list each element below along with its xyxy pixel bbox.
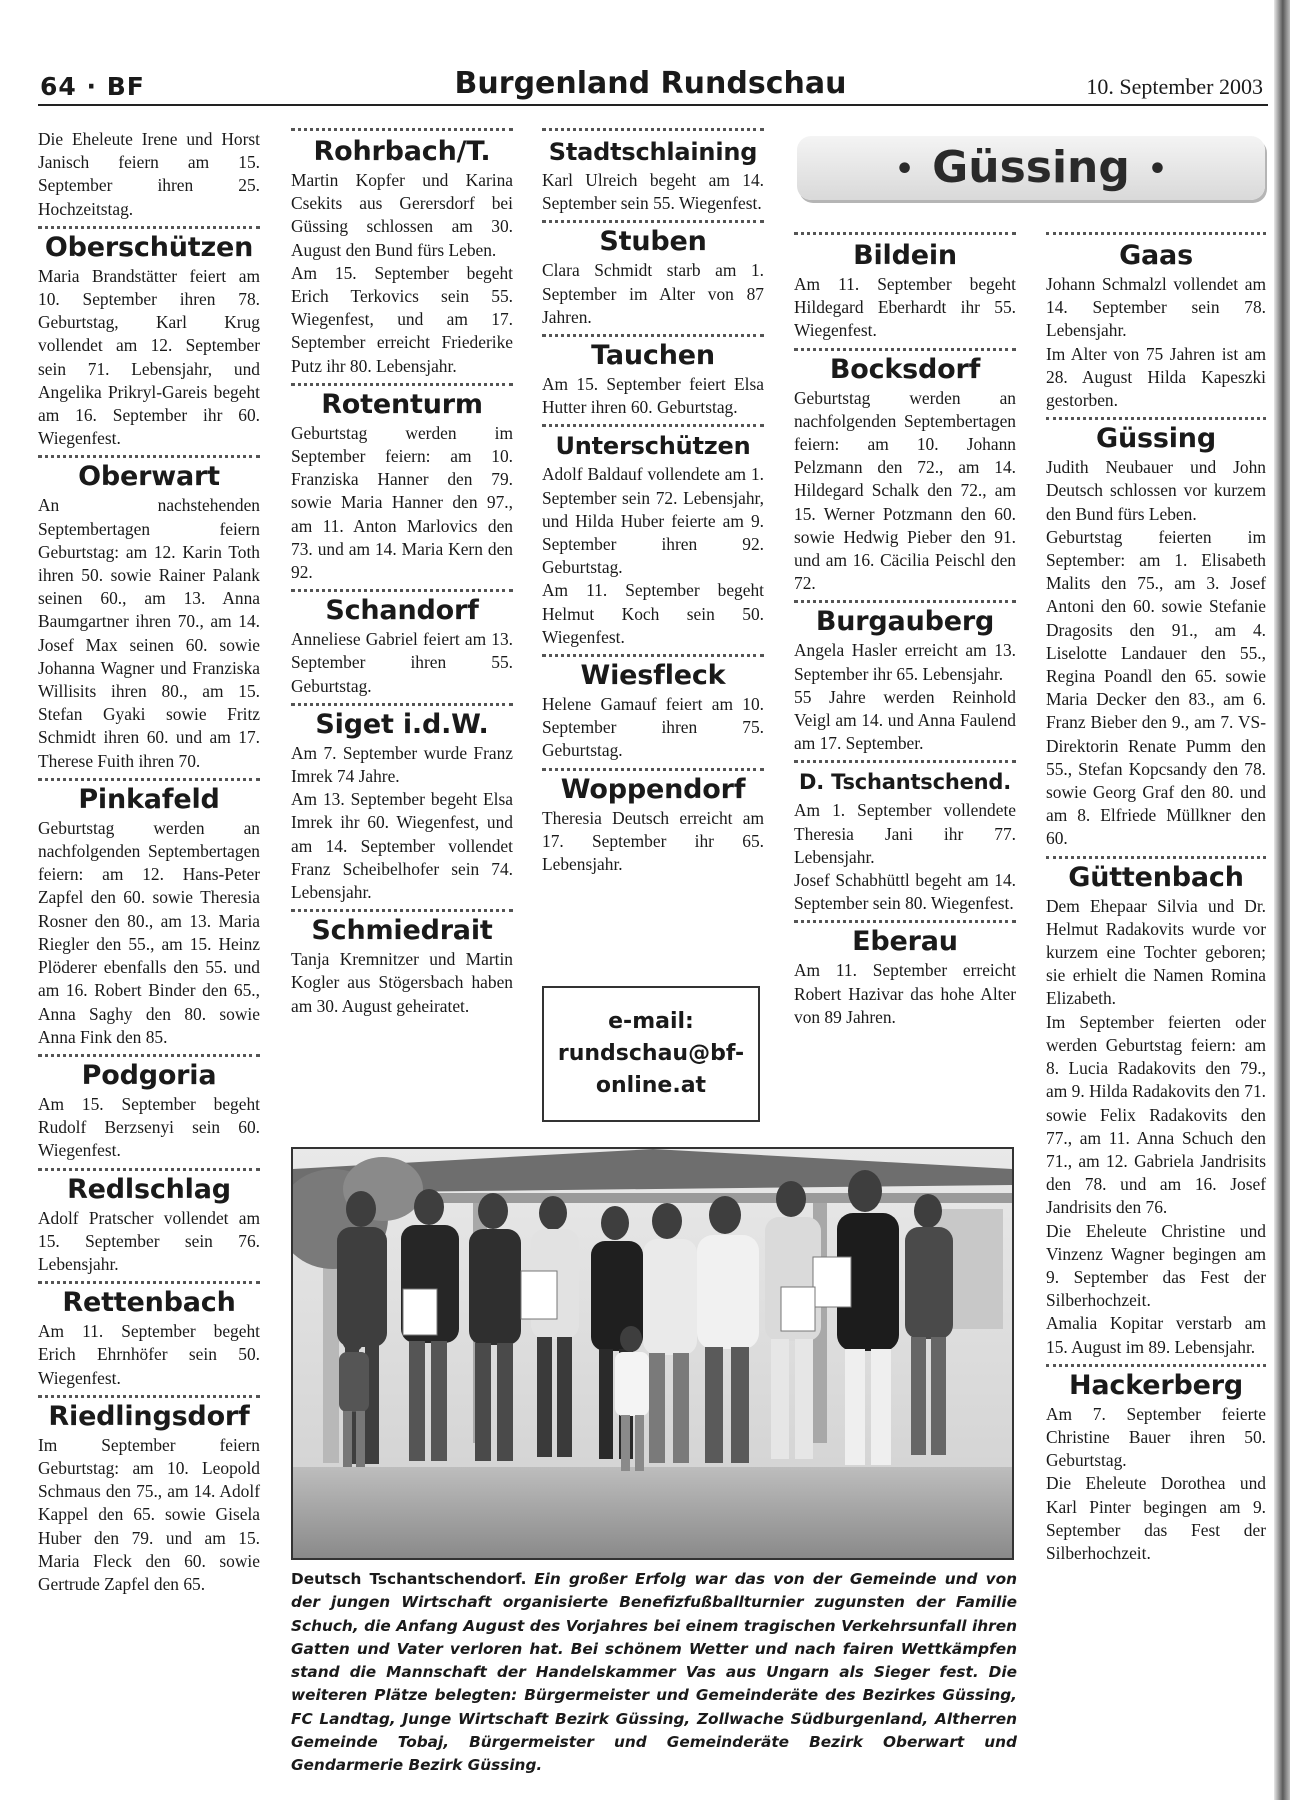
page-edge-shadow — [1274, 0, 1290, 1800]
caption-text: Ein großer Erfolg war das von der Gemeinde und von der jungen Wirtschaft organisierte Benefizfußballturnier zugunsten der Familie Schuch, die Anfang August des Vorjahres bei einem tragischen Verkehrsunfall ihren Gatten und Vater verloren hat. Bei schönem Wetter und nach fairen Wettkämpfen stand die Mannschaft der Handelskammer Vas aus Ungarn als Sieger fest. Die weiteren Plätze belegten: Bürgermeister und Gemeinderäte des Bezirkes Güssing, FC Landtag, Junge Wirtschaft Bezirk Güssing, Zollwache Südburgenland, Altherren Gemeinde Tobaj, Bürgermeister und Gemeinderäte Bezirk Oberwart und Gendarmerie Bezirk Güssing. — [291, 1570, 1017, 1775]
article-text: Geburtstag feierten im September: am 1. Elisabeth Malits den 75., am 3. Josef Antoni den 60. sowie Stefanie Dragosits den 91., am 4. Liselotte Landauer den 55., Regina Poandl den 65. sowie Maria Decker den 83., am 6. Franz Bieber den 9., am 7. VS-Direktorin Renate Pumm den 55., Stefan Kopcsandy den 78. sowie Georg Graf den 80. und am 8. Elfriede Müllkner den 60. — [1046, 526, 1266, 849]
section-heading: Burgauberg — [815, 606, 995, 638]
column-1 — [38, 128, 260, 1596]
article-text: Geburtstag werden im September feiern: am 10. Franziska Hanner den 79. sowie Maria Hanner den 97., am 11. Anton Marlovics den 73. und am 14. Maria Kern den 92. — [291, 422, 513, 583]
section-heading: Wiesfleck — [580, 660, 726, 692]
newspaper-title: Burgenland Rundschau — [454, 66, 847, 101]
article-text: Josef Schabhüttl begeht am 14. September sein 80. Wiegenfest. — [794, 870, 1016, 914]
bullet-icon: • — [1147, 152, 1168, 187]
dotted-divider — [1046, 856, 1266, 859]
section-heading: Redlschlag — [67, 1173, 231, 1205]
group-photo-illustration — [293, 1149, 1012, 1558]
article-text: Im Alter von 75 Jahren ist am 28. August Hilda Kapeszki gestorben. — [1046, 343, 1266, 411]
section-heading: Tauchen — [591, 340, 715, 372]
article-text: Am 15. September begeht Erich Terkovics sein 55. Wiegenfest, und am 17. September erreicht Friederike Putz ihr 80. Lebensjahr. — [291, 262, 513, 376]
column-4 — [794, 232, 1016, 1029]
region-banner — [797, 136, 1265, 200]
article-text: Am 11. September erreicht Robert Hazivar das hohe Alter von 89 Jahren. — [794, 960, 1016, 1027]
article-text: An nachstehenden Septembertagen feiern Geburtstag: am 12. Karin Toth ihren 50. sowie Rainer Palank seinen 60., am 13. Anna Baumgartner ihren 70., am 14. Josef Max seinen 60. sowie Johanna Wagner und Franziska Willisits ihren 80., am 15. Stefan Gyaki sowie Fritz Schmidt ihren 60. und am 17. Therese Fuith ihren 70. — [38, 495, 260, 771]
article-text: Am 15. September begeht Rudolf Berzsenyi sein 60. Wiegenfest. — [38, 1093, 260, 1161]
dotted-divider — [38, 778, 260, 781]
section-heading: Gaas — [1119, 240, 1193, 271]
article-text: Am 7. September wurde Franz Imrek 74 Jahre. — [291, 742, 513, 787]
dotted-divider — [291, 383, 513, 386]
page-header — [38, 64, 1263, 106]
dotted-divider — [38, 226, 260, 229]
dotted-divider — [542, 424, 764, 427]
column-3 — [542, 128, 764, 876]
article-text: Am 13. September begeht Elsa Imrek ihr 60. Wiegenfest, und am 14. September vollendet Franz Scheibelhofer sein 74. Lebensjahr. — [291, 789, 513, 903]
column-2 — [291, 128, 513, 1018]
section-heading: Schandorf — [325, 595, 479, 627]
article-text: Johann Schmalzl vollendet am 14. September sein 78. Lebensjahr. — [1046, 274, 1266, 341]
dotted-divider — [1046, 1364, 1266, 1367]
section-heading: Rohrbach/T. — [313, 136, 491, 167]
dotted-divider — [794, 348, 1016, 351]
dotted-divider — [542, 220, 764, 223]
dotted-divider — [291, 589, 513, 592]
column-5 — [1046, 232, 1266, 1565]
dotted-divider — [542, 654, 764, 657]
dotted-divider — [794, 600, 1016, 603]
dotted-divider — [38, 1395, 260, 1398]
dotted-divider — [1046, 232, 1266, 235]
dotted-divider — [794, 760, 1016, 763]
article-text: Adolf Baldauf vollendete am 1. September sein 72. Lebensjahr, und Hilda Huber feierte am 9. September ihren 92. Geburtstag. — [542, 464, 764, 578]
article-text: Helene Gamauf feiert am 10. September ihren 75. Geburtstag. — [542, 694, 764, 761]
article-text: Judith Neubauer und John Deutsch schlossen vor kurzem den Bund fürs Leben. — [1046, 457, 1266, 524]
section-heading: Riedlingsdorf — [48, 1400, 250, 1432]
section-heading: Bildein — [853, 240, 957, 271]
section-heading: Siget i.d.W. — [315, 708, 489, 740]
section-heading: Oberschützen — [44, 231, 254, 263]
article-text: Im September feierten oder werden Geburtstag feiern: am 8. Lucia Radakovits den 79., am 9. Hilda Radakovits den 71. sowie Felix Radakovits den 77., am 11. Anna Schuch den 71., am 12. Gabriela Jandrisits den 78. und am 16. Josef Jandrisits den 76. — [1046, 1011, 1266, 1218]
article-text: Amalia Kopitar verstarb am 15. August im 89. Lebensjahr. — [1046, 1313, 1266, 1357]
article-text: Geburtstag werden an nachfolgenden Septembertagen feiern: am 10. Johann Pelzmann den 72., am 14. Hildegard Schalk den 72., am 15. Werner Potzmann den 60. sowie Hedwig Pieber den 91. und am 16. Cäcilia Peischl den 72. — [794, 387, 1016, 594]
article-text: Karl Ulreich begeht am 14. September sein 55. Wiegenfest. — [542, 170, 764, 214]
article-text: Anneliese Gabriel feiert am 13. September ihren 55. Geburtstag. — [291, 629, 513, 696]
section-heading: Stuben — [599, 226, 707, 258]
caption-lead: Deutsch Tschantschendorf. — [291, 1570, 527, 1588]
email-address[interactable]: rundschau@bf- — [557, 1041, 745, 1066]
article-text: Theresia Deutsch erreicht am 17. September ihr 65. Lebensjahr. — [542, 807, 764, 875]
dotted-divider — [542, 128, 764, 131]
dotted-divider — [291, 703, 513, 706]
article-text: Geburtstag werden an nachfolgenden Septembertagen feiern: am 12. Hans-Peter Zapfel den 60. sowie Theresia Rosner den 80., am 13. Maria Riegler den 55., am 15. Heinz Plöderer ebenfalls den 55. und am 16. Robert Binder den 65., Anna Saghy den 80. sowie Anna Fink den 85. — [38, 817, 260, 1047]
article-text: Maria Brandstätter feiert am 10. September ihren 78. Geburtstag, Karl Krug vollendet am 12. September sein 71. Lebensjahr, und Angelika Prikryl-Gareis begeht am 16. September ihr 60. Wiegenfest. — [38, 265, 260, 449]
section-heading: Pinkafeld — [78, 783, 220, 815]
photo-caption — [291, 1568, 1017, 1778]
section-heading: Bocksdorf — [829, 353, 981, 385]
dotted-divider — [38, 1281, 260, 1284]
article-text: Am 7. September feierte Christine Bauer ihren 50. Geburtstag. — [1046, 1403, 1266, 1471]
dotted-divider — [291, 909, 513, 912]
dotted-divider — [794, 232, 1016, 235]
email-label: e-mail: — [608, 1009, 694, 1034]
section-heading: D. Tschantschend. — [798, 770, 1011, 795]
dotted-divider — [38, 1054, 260, 1057]
article-text: Martin Kopfer und Karina Csekits aus Gerersdorf bei Güssing schlossen am 30. August den Bund fürs Leben. — [291, 170, 513, 260]
issue-date: 10. September 2003 — [1086, 74, 1263, 99]
section-heading: Podgoria — [81, 1059, 217, 1091]
email-box — [542, 986, 760, 1122]
section-heading: Güssing — [1096, 423, 1216, 455]
dotted-divider — [38, 455, 260, 458]
section-heading: Hackerberg — [1069, 1369, 1243, 1401]
section-heading: Rotenturm — [321, 388, 483, 420]
section-heading: Woppendorf — [560, 773, 746, 805]
bullet-icon: • — [894, 152, 915, 187]
page-number: 64 · BF — [40, 72, 145, 101]
article-text: Die Eheleute Irene und Horst Janisch feiern am 15. September ihren 25. Hochzeitstag. — [38, 129, 260, 219]
dotted-divider — [794, 920, 1016, 923]
article-text: Adolf Pratscher vollendet am 15. September sein 76. Lebensjahr. — [38, 1207, 260, 1274]
article-text: 55 Jahre werden Reinhold Veigl am 14. und Anna Faulend am 17. September. — [794, 686, 1016, 754]
section-heading: Schmiedrait — [311, 915, 493, 947]
header-rule — [38, 104, 1268, 106]
article-text: Am 1. September vollendete Theresia Jani ihr 77. Lebensjahr. — [794, 800, 1016, 867]
region-title: Güssing — [932, 142, 1130, 193]
article-text: Dem Ehepaar Silvia und Dr. Helmut Radakovits wurde vor kurzem eine Tochter geboren; sie erhielt die Namen Romina Elizabeth. — [1046, 895, 1266, 1009]
article-text: Die Eheleute Christine und Vinzenz Wagner begingen am 9. September das Fest der Silberhochzeit. — [1046, 1220, 1266, 1311]
article-text: Am 11. September begeht Helmut Koch sein 50. Wiegenfest. — [542, 580, 764, 647]
article-text: Am 11. September begeht Erich Ehrnhöfer sein 50. Wiegenfest. — [38, 1321, 260, 1388]
article-text: Die Eheleute Dorothea und Karl Pinter begingen am 9. September das Fest der Silberhochzeit. — [1046, 1473, 1266, 1563]
article-text: Im September feiern Geburtstag: am 10. Leopold Schmaus den 75., am 14. Adolf Kappel den 65. sowie Gisela Huber den 79. und am 15. Maria Fleck den 60. sowie Gertrude Zapfel den 65. — [38, 1434, 260, 1594]
section-heading: Oberwart — [78, 461, 220, 493]
email-address-domain[interactable]: online.at — [595, 1073, 707, 1098]
section-heading: Güttenbach — [1068, 861, 1244, 893]
article-text: Am 11. September begeht Hildegard Eberhardt ihr 55. Wiegenfest. — [794, 274, 1016, 341]
section-heading: Rettenbach — [62, 1287, 236, 1319]
article-text: Clara Schmidt starb am 1. September im Alter von 87 Jahren. — [542, 260, 764, 327]
dotted-divider — [291, 128, 513, 131]
section-heading: Eberau — [852, 926, 958, 958]
dotted-divider — [542, 768, 764, 771]
section-heading: Stadtschlaining — [548, 138, 758, 166]
dotted-divider — [1046, 417, 1266, 420]
article-text: Am 15. September feiert Elsa Hutter ihren 60. Geburtstag. — [542, 374, 764, 418]
group-photo — [291, 1147, 1014, 1560]
section-heading: Unterschützen — [555, 432, 751, 461]
article-text: Tanja Kremnitzer und Martin Kogler aus Stögersbach haben am 30. August geheiratet. — [291, 949, 513, 1016]
dotted-divider — [38, 1168, 260, 1171]
dotted-divider — [542, 334, 764, 337]
article-text: Angela Hasler erreicht am 13. September ihr 65. Lebensjahr. — [794, 640, 1016, 684]
